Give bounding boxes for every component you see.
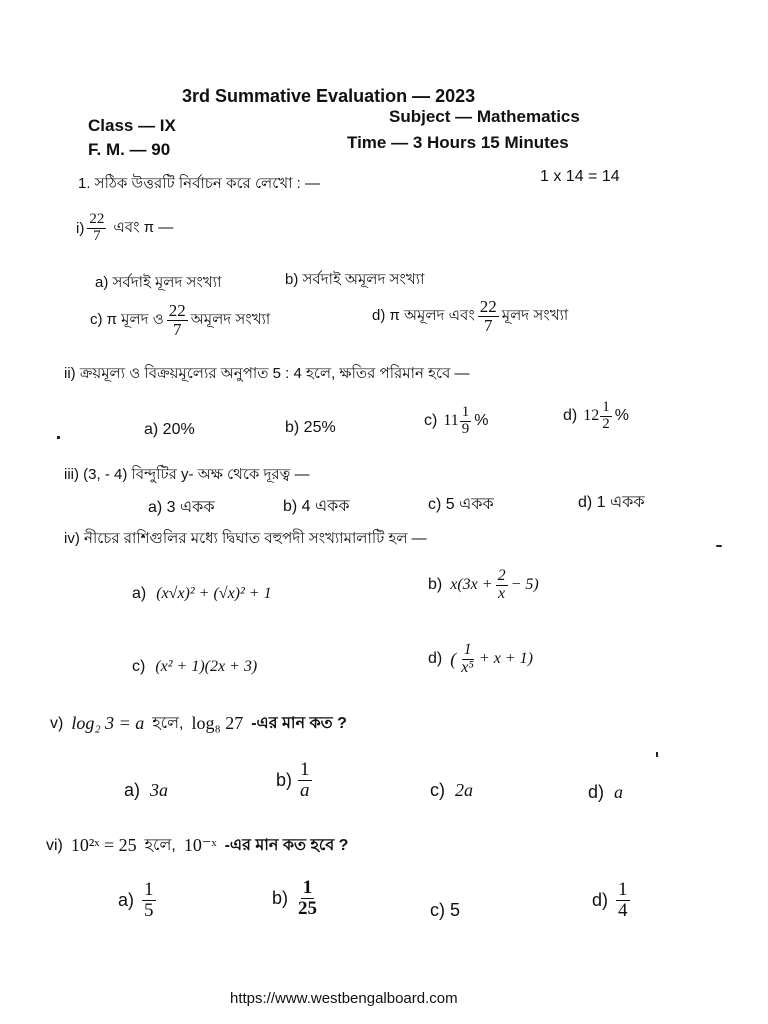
math-expression: 10²ˣ = 25 xyxy=(70,835,137,855)
option-b: b) 4 একক xyxy=(283,498,350,515)
question-5 xyxy=(50,710,347,737)
mixed-whole: 11 xyxy=(443,412,459,430)
option-d xyxy=(428,642,533,677)
fraction-denominator: 5 xyxy=(144,899,154,921)
option-c xyxy=(430,780,473,801)
option-label: c) xyxy=(424,412,438,430)
question-text: হলে, xyxy=(144,837,176,854)
option-label: a) xyxy=(124,780,141,800)
question-number: v) xyxy=(50,714,64,732)
fraction-numerator: 1 xyxy=(144,879,154,900)
option-text: d) π অমূলদ এবং xyxy=(372,306,475,324)
math-expression: a xyxy=(614,782,624,802)
option-label: b) xyxy=(276,769,293,790)
option-label: b) xyxy=(428,576,443,594)
option-a xyxy=(118,880,159,921)
option-label: c) xyxy=(430,780,445,800)
option-text: অমূলদ সংখ্যা xyxy=(190,310,271,328)
fraction-numerator: 2 xyxy=(497,567,506,584)
option-label: d) xyxy=(563,407,578,425)
fraction-numerator: 1 xyxy=(618,879,628,900)
math-expression: + x + 1) xyxy=(478,650,533,668)
scan-speck xyxy=(716,545,722,547)
fraction-numerator: 22 xyxy=(479,297,497,316)
fraction-denominator: x xyxy=(498,584,506,602)
fraction-numerator: 1 xyxy=(461,404,470,420)
fraction-numerator: 22 xyxy=(168,301,186,320)
question-6 xyxy=(46,832,348,859)
scan-speck xyxy=(57,436,60,439)
subject-label: Subject — Mathematics xyxy=(389,107,580,126)
fraction xyxy=(460,405,472,438)
option-b xyxy=(276,760,315,801)
math-expression: − 5) xyxy=(510,576,539,594)
percent-sign: % xyxy=(474,412,489,430)
footer-url[interactable]: https://www.westbengalboard.com xyxy=(230,990,458,1007)
option-a xyxy=(124,780,168,801)
fraction-numerator: 22 xyxy=(89,211,105,227)
option-label: d) xyxy=(428,650,443,668)
section-instruction: 1. সঠিক উত্তরটি নির্বাচন করে লেখো : — xyxy=(78,175,320,192)
option-b xyxy=(428,568,539,603)
option-d xyxy=(563,400,629,433)
fraction-numerator: 1 xyxy=(302,877,313,898)
section-marks: 1 x 14 = 14 xyxy=(540,168,620,185)
option-c xyxy=(424,405,488,438)
option-d xyxy=(588,782,623,803)
option-b xyxy=(272,878,322,919)
option-b: b) সর্বদাই অমূলদ সংখ্যা xyxy=(285,271,425,288)
fraction-denominator: x⁵ xyxy=(461,658,474,676)
fraction xyxy=(296,878,319,919)
mixed-whole: 12 xyxy=(583,407,600,425)
option-a: a) সর্বদাই মূলদ সংখ্যা xyxy=(95,274,222,291)
math-expression: 2a xyxy=(455,780,473,800)
fraction xyxy=(478,298,499,335)
option-label: a) xyxy=(132,585,147,602)
option-label: b) xyxy=(272,887,289,908)
fraction xyxy=(616,880,630,921)
fraction-numerator: 1 xyxy=(602,399,610,415)
option-c xyxy=(90,302,270,339)
question-number: vi) xyxy=(46,836,63,854)
question-text: -এর মান কত হবে ? xyxy=(224,837,349,854)
math-expression: log₈ 27 xyxy=(191,713,244,733)
option-b: b) 25% xyxy=(285,419,336,436)
math-expression: 3a xyxy=(150,780,169,800)
full-marks-label: F. M. — 90 xyxy=(88,140,171,159)
class-label: Class — IX xyxy=(88,116,176,135)
option-text: c) π মূলদ ও xyxy=(90,310,164,328)
fraction-denominator: 2 xyxy=(602,415,610,432)
option-label: d) xyxy=(588,782,605,802)
math-expression: (x√x)² + (√x)² + 1 xyxy=(156,585,272,602)
fraction-denominator: 7 xyxy=(93,227,101,244)
option-a: a) 3 একক xyxy=(148,499,215,516)
option-d xyxy=(372,298,568,335)
math-expression: x(3x + xyxy=(450,576,493,594)
fraction-denominator: a xyxy=(300,779,310,801)
fraction-denominator: 9 xyxy=(461,420,470,437)
option-text: মূলদ সংখ্যা xyxy=(501,306,569,324)
fraction xyxy=(496,568,508,603)
question-2: ii) ক্রয়মূল্য ও বিক্রয়মূল্যের অনুপাত 5 : 4 হলে, ক্ষতির পরিমান হবে — xyxy=(64,365,470,382)
percent-sign: % xyxy=(614,407,629,425)
fraction-denominator: 25 xyxy=(298,897,318,919)
option-d xyxy=(592,880,633,921)
exam-title: 3rd Summative Evaluation — 2023 xyxy=(182,86,476,106)
option-c xyxy=(132,658,257,676)
question-1 xyxy=(76,212,173,245)
math-expression: 10⁻ˣ xyxy=(183,835,217,855)
fraction-numerator: 1 xyxy=(300,759,310,780)
scan-speck xyxy=(656,752,658,757)
option-label: d) xyxy=(592,889,609,910)
fraction xyxy=(142,880,156,921)
question-number: i) xyxy=(76,219,85,237)
math-expression: log₂ 3 = a xyxy=(71,713,145,733)
time-label: Time — 3 Hours 15 Minutes xyxy=(347,133,569,152)
option-c: c) 5 একক xyxy=(428,496,494,513)
option-a: a) 20% xyxy=(144,421,195,438)
question-4: iv) নীচের রাশিগুলির মধ্যে দ্বিঘাত বহুপদী সংখ্যামালাটি হল — xyxy=(64,530,427,547)
fraction-denominator: 7 xyxy=(173,319,182,339)
option-label: c) xyxy=(132,658,146,675)
question-text: -এর মান কত ? xyxy=(251,715,347,732)
fraction-numerator: 1 xyxy=(463,641,472,658)
fraction xyxy=(298,760,312,801)
option-c: c) 5 xyxy=(430,900,461,920)
option-d: d) 1 একক xyxy=(578,494,645,511)
question-text: হলে, xyxy=(152,715,184,732)
option-label: a) xyxy=(118,889,135,910)
fraction xyxy=(87,212,106,245)
math-expression: ( xyxy=(450,648,457,669)
fraction xyxy=(459,642,476,677)
fraction-denominator: 7 xyxy=(484,315,493,335)
fraction-denominator: 4 xyxy=(618,899,628,921)
question-stem: এবং π — xyxy=(113,218,174,236)
fraction xyxy=(600,400,612,433)
math-expression: (x² + 1)(2x + 3) xyxy=(155,658,258,675)
option-a xyxy=(132,585,272,603)
fraction xyxy=(167,302,188,339)
question-3: iii) (3, - 4) বিন্দুটির y- অক্ষ থেকে দূরত্ব — xyxy=(64,466,310,483)
